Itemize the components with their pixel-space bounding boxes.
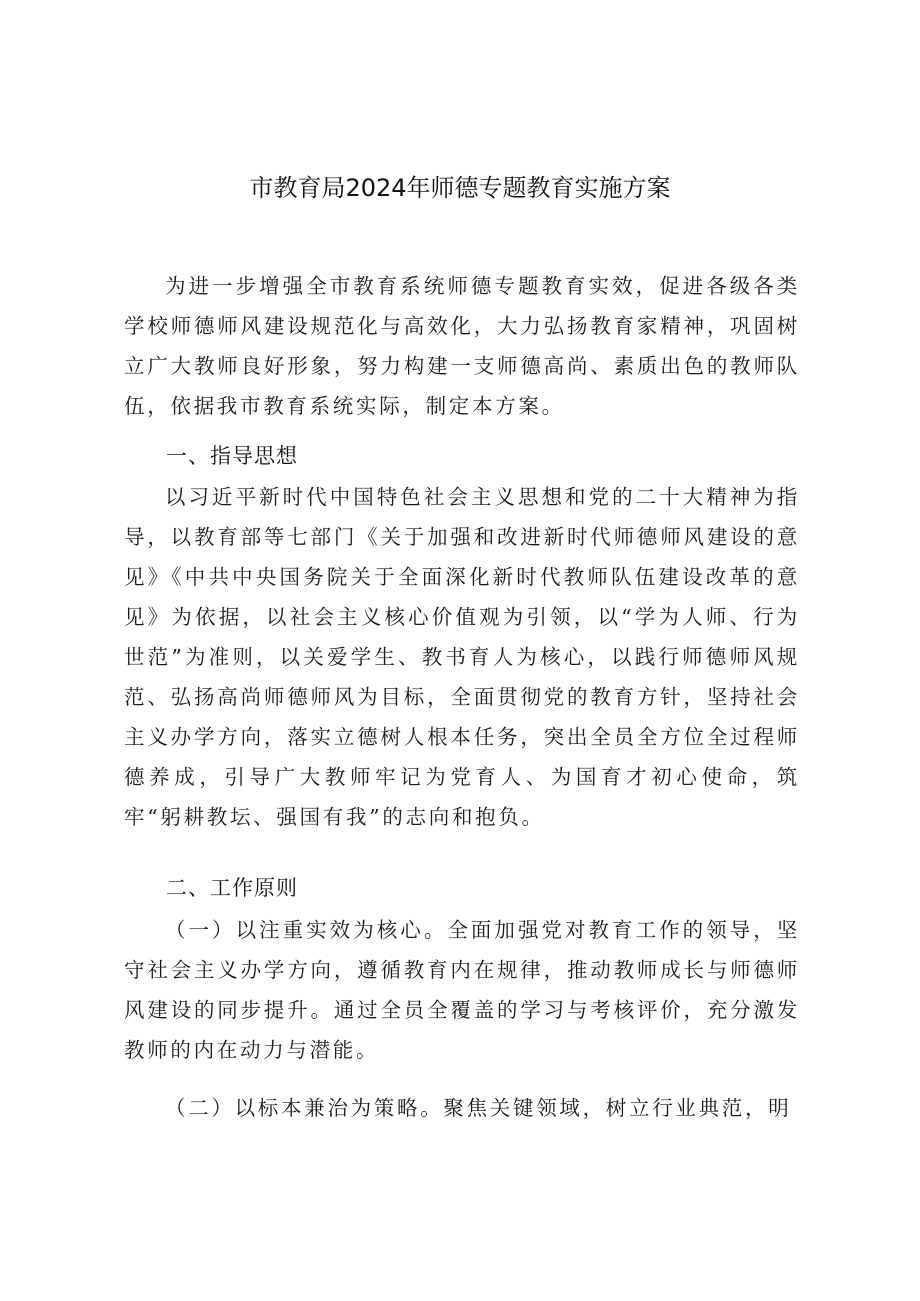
section-2 <box>124 868 800 908</box>
section-1 <box>124 436 800 476</box>
section-2-item-1-text: （一）以注重实效为核心。全面加强党对教育工作的领导，坚守社会主义办学方向，遵循教育内在规律，推动教师成长与师德师风建设的同步提升。通过全员全覆盖的学习与考核评价，充分激发教师的内在动力与潜能。 <box>124 918 800 1062</box>
document-title: 市教育局2024年师德专题教育实施方案 <box>249 174 671 202</box>
intro-paragraph <box>124 266 800 426</box>
section-1-heading: 一、指导思想 <box>166 444 298 468</box>
intro-text: 为进一步增强全市教育系统师德专题教育实效，促进各级各类学校师德师风建设规范化与高效化，大力弘扬教育家精神，巩固树立广大教师良好形象，努力构建一支师德高尚、素质出色的教师队伍，依据我市教育系统实际，制定本方案。 <box>124 274 800 418</box>
section-1-text: 以习近平新时代中国特色社会主义思想和党的二十大精神为指导，以教育部等七部门《关于加强和改进新时代师德师风建设的意见》《中共中央国务院关于全面深化新时代教师队伍建设改革的意见》为依据，以社会主义核心价值观为引领，以“学为人师、行为世范”为准则，以关爱学生、教书育人为核心，以践行师德师风规范、弘扬高尚师德师风为目标，全面贯彻党的教育方针，坚持社会主义办学方向，落实立德树人根本任务，突出全员全方位全过程师德养成，引导广大教师牢记为党育人、为国育才初心使命，筑牢“躬耕教坛、强国有我”的志向和抱负。 <box>124 485 800 829</box>
section-2-item-1 <box>124 910 800 1070</box>
section-1-body <box>124 477 800 837</box>
section-2-heading: 二、工作原则 <box>166 876 298 900</box>
section-2-item-2 <box>124 1088 800 1128</box>
section-2-item-2-text: （二）以标本兼治为策略。聚焦关键领域，树立行业典范，明 <box>165 1096 792 1120</box>
